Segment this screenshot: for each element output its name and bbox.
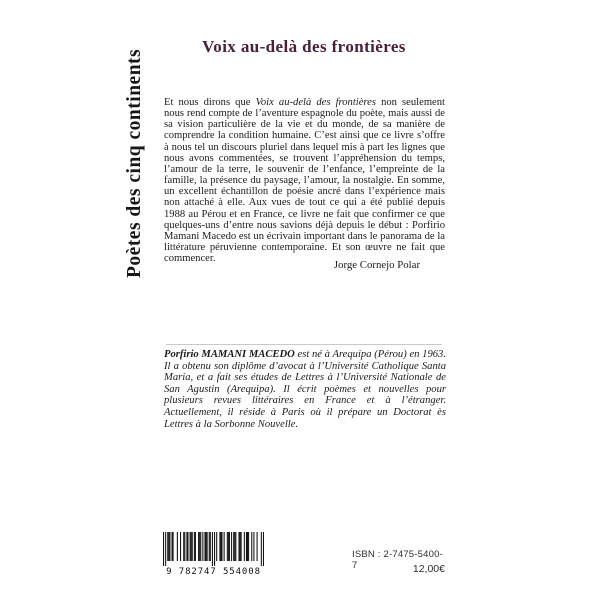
barcode-bars-icon: [163, 532, 264, 566]
book-title: Voix au-delà des frontières: [202, 37, 406, 56]
review-text: Et nous dirons que Voix au-delà des frontières non seulement nous rend compte de l’aventure espagnole du poète, mais aussi de sa vision particulière de la vie et du monde, de sa manière de comprendre la condition humaine. C’est ainsi que ce livre s’offre à nous tel un discours pluriel dans lequel mis à part les lignes que nous avons commentées, se trouvent l’appréhension du temps, l’amour de la terre, le souvenir de l’enfance, l’empreinte de la famille, la présence du paysage, l’amour, la nostalgie. En somme, un excellent échantillon de poésie ancré dans l’expérience mais non attaché à elle. Aux vues de tout ce qui a été publié depuis 1988 au Pérou et en France, ce livre ne fait que confirmer ce que quelques-uns d’entre nous savions déjà depuis le début : Porfirio Mamani Macedo est un écrivain important dans le panorama de la littérature péruvienne contemporaine. Et son œuvre ne fait que commencer.: [164, 97, 446, 265]
spine-collection-title: Poètes des cinq continents: [124, 48, 145, 278]
barcode-number: 9 782747 554008: [166, 567, 261, 577]
isbn-label: ISBN : 2-7475-5400-7: [352, 549, 443, 571]
author-bio: Porfirio MAMANI MACEDO est né à Arequipa (Pérou) en 1963. Il a obtenu son diplôme d’avocat à l’Université Catholique Santa Maria, et a fait ses études de Lettres à l’Université Nationale de San Agustin (Arequipa). Il écrit poèmes et nouvelles pour plusieurs revues littéraires en France et à l’étranger. Actuellement, il réside à Paris où il prépare un Doctorat ès Lettres à la Sorbonne Nouvelle.: [164, 349, 446, 430]
barcode: [163, 532, 264, 577]
review-signature: Jorge Cornejo Polar: [333, 259, 421, 271]
divider-rule: [166, 344, 442, 345]
price-label: 12,00€: [412, 563, 445, 575]
